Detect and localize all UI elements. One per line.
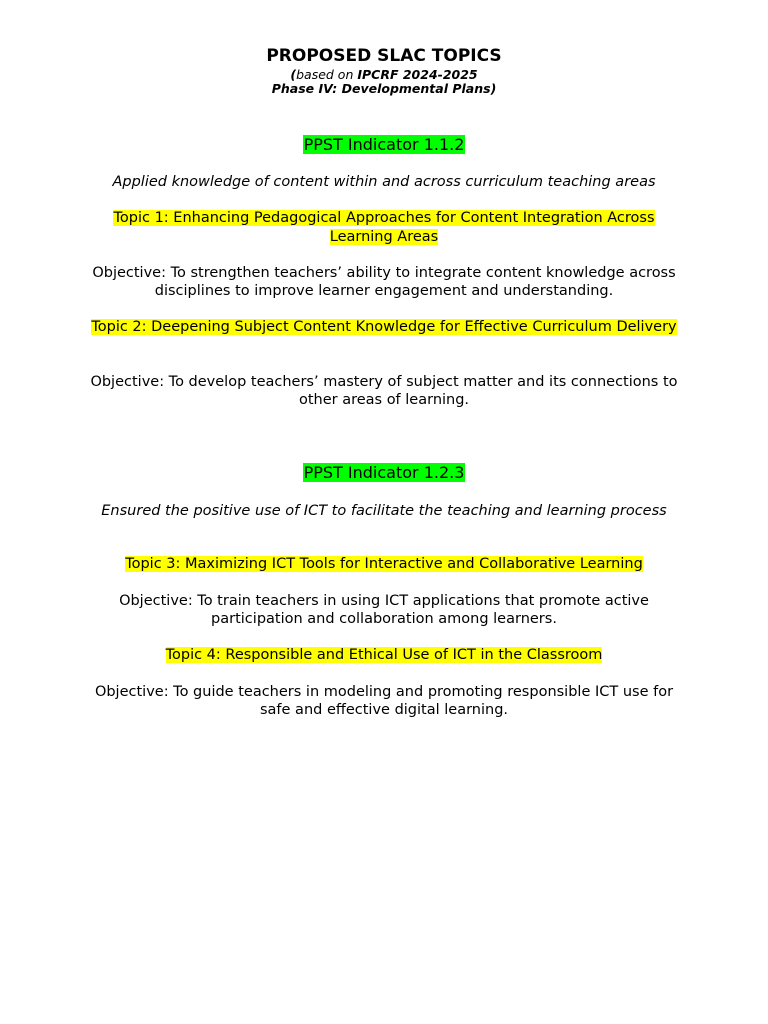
- section-1-indicator: [84, 135, 684, 155]
- subtitle-based-on: based on: [296, 67, 358, 82]
- document-subtitle-line-1: [84, 67, 684, 82]
- document-subtitle-line-2: Phase IV: Developmental Plans): [271, 81, 497, 96]
- topic-3-title-text: Topic 3: Maximizing ICT Tools for Interactive and Collaborative Learning: [125, 556, 643, 572]
- topic-3-title: [84, 555, 684, 574]
- indicator-label: PPST Indicator 1.1.2: [303, 135, 465, 154]
- topic-2-objective: Objective: To develop teachers’ mastery of subject matter and its connections to other areas of learning.: [90, 374, 678, 408]
- topic-1-objective: Objective: To strengthen teachers’ ability to integrate content knowledge across disciplines to improve learner engagement and understanding.: [92, 265, 676, 299]
- section-2-description: Ensured the positive use of ICT to facilitate the teaching and learning process: [101, 503, 667, 519]
- topic-4-objective: Objective: To guide teachers in modeling and promoting responsible ICT use for safe and effective digital learning.: [94, 684, 674, 718]
- topic-1-title: [84, 209, 684, 247]
- topic-2-title: [84, 318, 684, 337]
- section-2-indicator: [84, 463, 684, 483]
- subtitle-ipcrf: IPCRF 2024-2025: [357, 67, 478, 82]
- topic-4-title: [84, 646, 684, 665]
- subtitle-open-paren: (: [290, 67, 297, 82]
- document-title: PROPOSED SLAC TOPICS: [266, 46, 502, 66]
- topic-3-objective: Objective: To train teachers in using ICT applications that promote active participation and collaboration among learners.: [119, 593, 649, 627]
- section-1-description: Applied knowledge of content within and across curriculum teaching areas: [112, 174, 656, 190]
- topic-2-title-text: Topic 2: Deepening Subject Content Knowledge for Effective Curriculum Delivery: [91, 319, 677, 335]
- topic-4-title-text: Topic 4: Responsible and Ethical Use of ICT in the Classroom: [165, 647, 603, 663]
- topic-1-title-text: Topic 1: Enhancing Pedagogical Approaches for Content Integration Across Learning Areas: [113, 210, 655, 245]
- indicator-label: PPST Indicator 1.2.3: [303, 463, 465, 482]
